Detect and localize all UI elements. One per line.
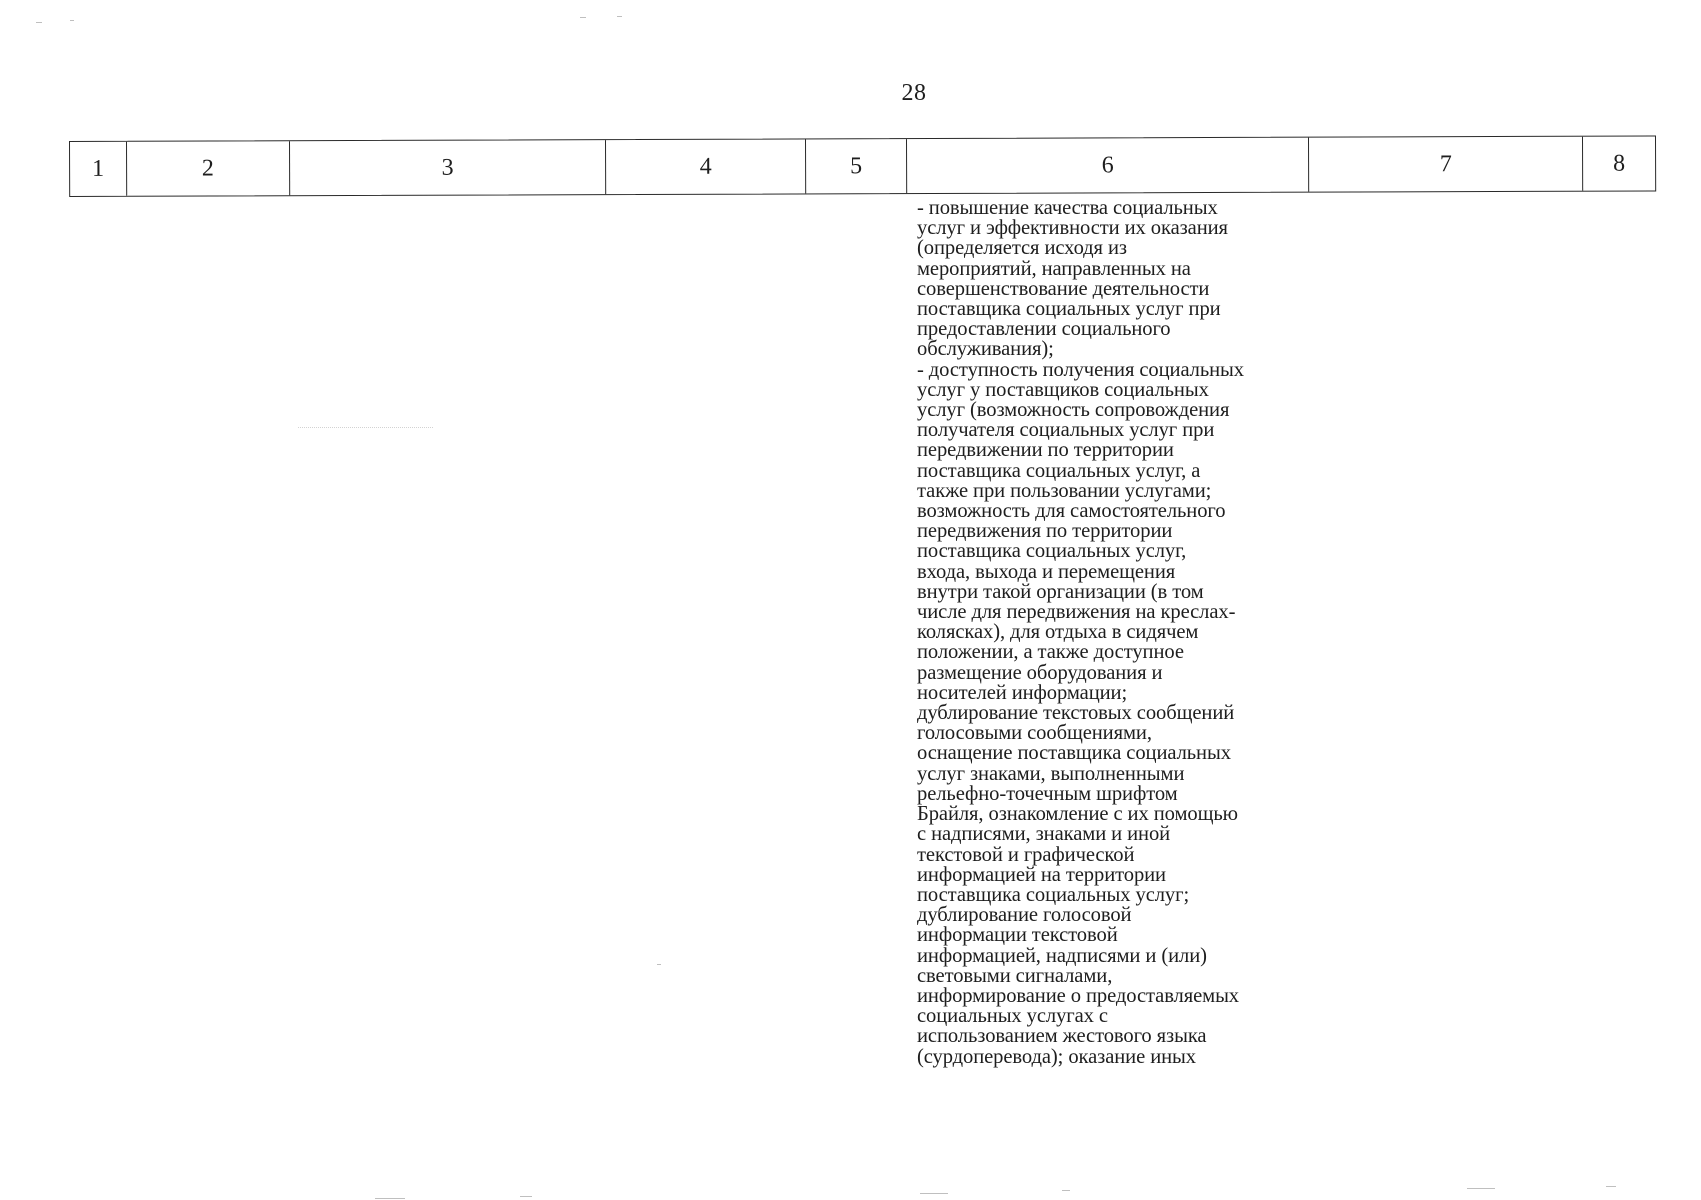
column-6-text-line: услуг знаками, выполненными: [917, 762, 1185, 785]
column-6-text-line: числе для передвижения на креслах-: [917, 601, 1236, 624]
column-6-text-line: услуг у поставщиков социальных: [917, 378, 1209, 401]
column-6-text-line: мероприятий, направленных на: [917, 257, 1191, 280]
column-6-text-line: поставщика социальных услуг при: [917, 298, 1221, 321]
column-6-text-line: (сурдоперевода); оказание иных: [917, 1045, 1196, 1068]
column-6-text-line: входа, выхода и перемещения: [917, 560, 1176, 583]
column-6-text-line: положении, а также доступное: [917, 641, 1184, 664]
page-number: 28: [901, 80, 927, 106]
column-6-text-line: рельефно-точечным шрифтом: [917, 782, 1178, 805]
scan-artifact: [1062, 1190, 1070, 1191]
header-cell-5: 5: [806, 139, 907, 193]
column-6-text-line: текстовой и графической: [917, 843, 1135, 866]
column-6-text-line: поставщика социальных услуг;: [917, 883, 1190, 906]
column-6-text-line: - доступность получения социальных: [917, 358, 1244, 381]
column-6-text-line: поставщика социальных услуг, а: [917, 459, 1201, 482]
column-6-cell-text: [917, 198, 1337, 1067]
column-6-text-line: информации текстовой: [917, 924, 1118, 947]
scan-artifact: [1467, 1188, 1495, 1189]
column-6-text-line: (определяется исходя из: [917, 237, 1127, 260]
column-6-text-line: колясках), для отдыха в сидячем: [917, 621, 1199, 644]
scan-artifact: [580, 17, 586, 18]
scan-artifact: [520, 1196, 532, 1197]
scan-artifact: [657, 964, 661, 965]
column-6-text-line: внутри такой организации (в том: [917, 580, 1204, 603]
column-6-text-line: поставщика социальных услуг,: [917, 540, 1187, 563]
scan-artifact: [920, 1193, 948, 1194]
column-6-text-line: - повышение качества социальных: [917, 197, 1218, 219]
column-6-text-line: размещение оборудования и: [917, 661, 1163, 684]
header-cell-2: 2: [127, 141, 290, 196]
column-6-text-line: совершенствование деятельности: [917, 277, 1210, 300]
header-cell-3: 3: [290, 140, 607, 195]
column-6-text-line: предоставлении социального: [917, 318, 1171, 341]
column-6-text-line: социальных услугах с: [917, 1005, 1108, 1028]
column-6-text-line: информацией, надписями и (или): [917, 944, 1207, 967]
header-cell-8: 8: [1613, 150, 1626, 177]
column-6-text-line: передвижения по территории: [917, 520, 1173, 543]
column-6-text-line: голосовыми сообщениями,: [917, 722, 1152, 745]
column-6-text-line: с надписями, знаками и иной: [917, 823, 1171, 846]
column-6-text-line: информацией на территории: [917, 863, 1166, 886]
scan-artifact: [617, 16, 622, 17]
scan-artifact: [375, 1198, 405, 1199]
header-cell-6: 6: [907, 138, 1310, 193]
column-6-text-line: услуг и эффективности их оказания: [917, 217, 1228, 240]
column-6-text-line: использованием жестового языка: [917, 1025, 1207, 1048]
column-6-text-line: обслуживания);: [917, 338, 1054, 361]
column-6-text-line: световыми сигналами,: [917, 964, 1113, 987]
column-6-text-line: услуг (возможность сопровождения: [917, 399, 1230, 422]
column-6-text-line: Брайля, ознакомление с их помощью: [917, 803, 1238, 826]
scan-artifact: [70, 20, 74, 21]
column-6-text-line: информирование о предоставляемых: [917, 984, 1239, 1007]
column-6-text-line: возможность для самостоятельного: [917, 500, 1226, 523]
column-6-text-line: дублирование голосовой: [917, 904, 1132, 927]
header-cell-1: 1: [70, 142, 127, 196]
scan-artifact: [1606, 1186, 1616, 1187]
column-6-text-line: оснащение поставщика социальных: [917, 742, 1231, 765]
column-6-text-line: передвижении по территории: [917, 439, 1174, 462]
column-6-text-line: также при пользовании услугами;: [917, 479, 1212, 502]
scan-artifact: [298, 427, 433, 429]
column-6-text-line: получателя социальных услуг при: [917, 419, 1215, 442]
table-header-row: [69, 135, 1656, 197]
column-6-text-line: носителей информации;: [917, 681, 1128, 704]
header-cell-4: 4: [606, 139, 806, 194]
scan-artifact: [36, 22, 42, 23]
header-cell-7: 7: [1309, 137, 1583, 192]
column-6-text-line: дублирование текстовых сообщений: [917, 702, 1235, 725]
